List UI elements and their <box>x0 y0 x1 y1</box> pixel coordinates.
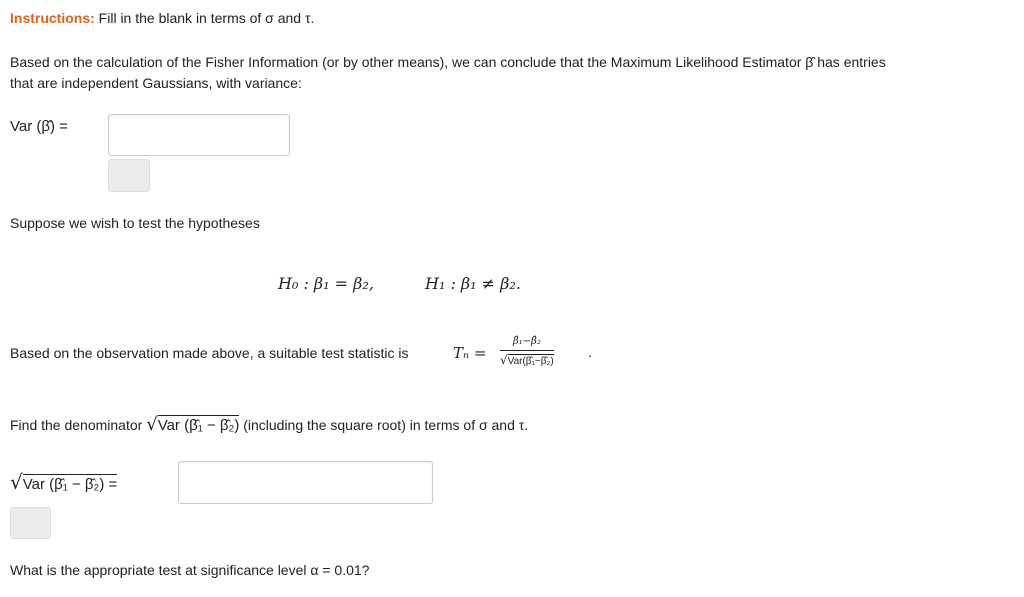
sqrt-symbol-large: √ <box>10 470 23 494</box>
sqrt-symbol: √ <box>146 414 158 435</box>
find-denominator-suffix: (including the square root) in terms of σ and τ. <box>243 417 529 433</box>
instructions-line <box>10 10 314 26</box>
fraction-denominator-text: Var(β̂₁−β̂₂) <box>507 356 554 367</box>
find-denominator-prefix: Find the denominator <box>10 417 143 433</box>
var-beta-label: Var (β̂) = <box>10 118 68 135</box>
paragraph1-line1: Based on the calculation of the Fisher Information (or by other means), we can conclude that the Maximum Likelihood Estimator β̂ has entries <box>10 54 886 70</box>
var-beta-preview <box>108 159 150 192</box>
paragraph1-line2: that are independent Gaussians, with variance: <box>10 75 302 91</box>
test-statistic-period: . <box>588 344 592 360</box>
find-denominator-line <box>10 414 528 435</box>
instructions-label: Instructions: <box>10 10 95 26</box>
fraction-numerator: β̂₁−β̂₂ <box>500 334 554 351</box>
instructions-text: Fill in the blank in terms of σ and τ. <box>98 10 315 26</box>
fraction-denominator <box>500 351 554 371</box>
find-denominator-expr: Var (β̂₁ − β̂₂) <box>157 417 240 434</box>
sqrt-symbol-small: √ <box>500 353 508 367</box>
sqrt-var-preview <box>10 507 51 539</box>
var-beta-input[interactable] <box>108 114 290 156</box>
test-statistic-text: Based on the observation made above, a suitable test statistic is <box>10 345 409 361</box>
sqrt-var-input[interactable] <box>178 461 433 504</box>
null-hypothesis: H₀ : β₁ = β₂, <box>278 274 374 293</box>
alternative-hypothesis: H₁ : β₁ ≠ β₂. <box>425 274 521 293</box>
hypotheses-intro: Suppose we wish to test the hypotheses <box>10 215 260 231</box>
test-statistic-lhs: Tₙ = <box>453 344 487 362</box>
sqrt-var-label-wrap <box>10 470 117 494</box>
significance-question: What is the appropriate test at significance level α = 0.01? <box>10 562 370 578</box>
sqrt-var-label: Var (β̂₁ − β̂₂) = <box>22 476 118 493</box>
test-statistic-fraction <box>500 334 554 371</box>
